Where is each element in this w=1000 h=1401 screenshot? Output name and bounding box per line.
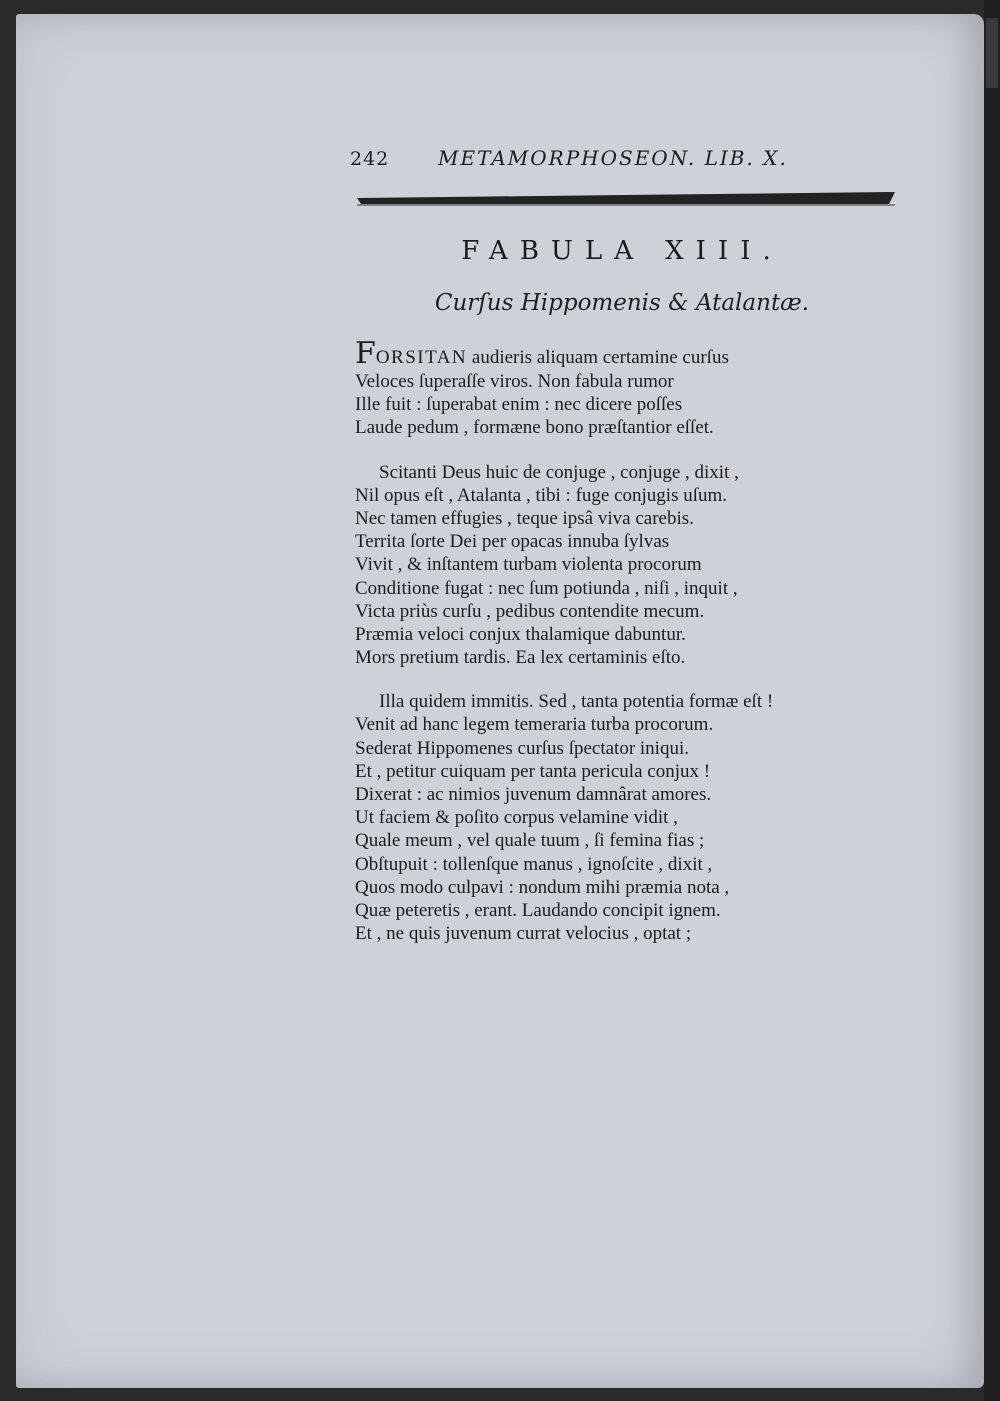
- verse-line: Venit ad hanc legem temeraria turba procorum.: [355, 714, 714, 736]
- verse-line: Victa priùs curſu , pedibus contendite mecum.: [355, 600, 705, 622]
- verse-line: Et , ne quis juvenum currat velocius , optat ;: [355, 923, 692, 945]
- verse-line-rest: audieris aliquam certamine curſus: [467, 347, 729, 368]
- verse-line: Et , petitur cuiquam per tanta pericula conjux !: [355, 760, 711, 782]
- verse-text: [355, 338, 875, 945]
- verse-line: Quæ peteretis , erant. Laudando concipit ignem.: [355, 899, 721, 921]
- book-spine-mark: [986, 18, 998, 88]
- stanza-3: [355, 690, 875, 945]
- verse-line: Mors pretium tardis. Ea lex certaminis eſto.: [355, 647, 686, 669]
- verse-line: Sederat Hippomenes curſus ſpectator iniqui.: [355, 737, 689, 759]
- stanza-1: [355, 338, 875, 440]
- fable-subtitle: Curſus Hippomenis & Atalantæ.: [434, 290, 810, 316]
- verse-line: Nil opus eſt , Atalanta , tibi : fuge conjugis uſum.: [355, 484, 728, 506]
- verse-line: Illa quidem immitis. Sed , tanta potentia formæ eſt !: [379, 691, 774, 713]
- fable-heading: FABULA XIII.: [461, 236, 783, 266]
- stanza-gap: [355, 669, 875, 690]
- ornamental-rule: [357, 192, 895, 206]
- verse-line: Quale meum , vel quale tuum , ſi femina fias ;: [355, 830, 705, 852]
- verse-line: Vivit , & inſtantem turbam violenta procorum: [355, 554, 702, 576]
- verse-line: Quos modo culpavi : nondum mihi præmia nota ,: [355, 876, 730, 898]
- verse-line: Scitanti Deus huic de conjuge , conjuge , dixit ,: [379, 461, 739, 483]
- running-head: [350, 146, 830, 176]
- verse-line: [355, 338, 875, 370]
- verse-line: Præmia veloci conjux thalamique dabuntur.: [355, 623, 686, 645]
- verse-line: Obſtupuit : tollenſque manus , ignoſcite , dixit ,: [355, 853, 713, 875]
- stanza-gap: [355, 440, 875, 461]
- verse-line: Nec tamen effugies , teque ipsâ viva carebis.: [355, 507, 694, 529]
- verse-line: Veloces ſuperaſſe viros. Non fabula rumor: [355, 371, 674, 392]
- drop-capital: F: [355, 336, 376, 371]
- verse-line: Dixerat : ac nimios juvenum damnârat amores.: [355, 784, 712, 805]
- stanza-2: [355, 461, 875, 670]
- verse-line: Ille fuit : ſuperabat enim : nec dicere poſſes: [355, 394, 683, 416]
- verse-line: Ut faciem & poſito corpus velamine vidit ,: [355, 807, 678, 829]
- page-number: 242: [350, 148, 390, 170]
- verse-line: Territa ſorte Dei per opacas innuba ſylvas: [355, 531, 670, 553]
- verse-line: Conditione fugat : nec ſum potiunda , niſi , inquit ,: [355, 577, 738, 599]
- running-title: METAMORPHOSEON. LIB. X.: [438, 146, 788, 170]
- book-edge: [984, 0, 1000, 1401]
- opening-word: ORSITAN: [375, 347, 468, 368]
- verse-line: Laude pedum , formæne bono præſtantior eſſet.: [355, 417, 714, 439]
